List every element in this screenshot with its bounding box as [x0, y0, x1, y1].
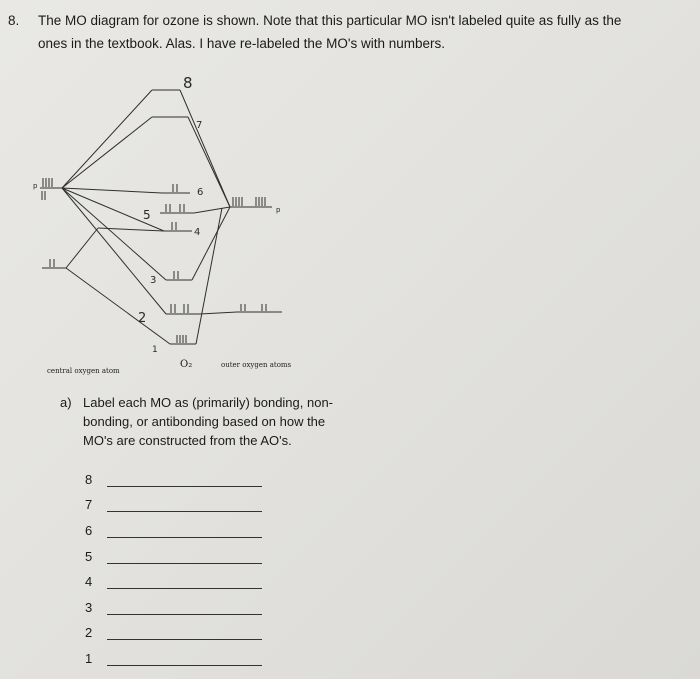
- answer-row-2: [85, 625, 275, 643]
- answer-row-1: [85, 651, 275, 669]
- answer-line[interactable]: [107, 665, 262, 666]
- answer-row-4: [85, 574, 275, 592]
- answer-line[interactable]: [107, 639, 262, 640]
- mo-label-8: 8: [183, 74, 193, 92]
- mo-label-7: 7: [196, 120, 203, 131]
- question-text-line-2: ones in the textbook. Alas. I have re-labeled the MO's with numbers.: [38, 36, 446, 51]
- answer-row-6: [85, 523, 275, 541]
- answer-row-5: [85, 549, 275, 567]
- question-text-line-1: The MO diagram for ozone is shown. Note that this particular MO isn't labeled quite as fully as the: [38, 13, 622, 28]
- answer-number: 8: [85, 472, 93, 487]
- answer-number: 5: [85, 549, 93, 564]
- mo-label-3: 3: [150, 275, 157, 286]
- answer-line[interactable]: [107, 563, 262, 564]
- answer-row-8: [85, 472, 275, 490]
- answer-number: 3: [85, 600, 93, 615]
- answer-number: 4: [85, 574, 93, 589]
- central-atom-label: central oxygen atom: [47, 367, 120, 375]
- part-a-label: a): [60, 395, 72, 410]
- mo-label-1: 1: [152, 345, 158, 355]
- outer-atoms-label: outer oxygen atoms: [221, 361, 292, 369]
- p-label-left: p: [33, 182, 38, 190]
- mo-label-4: 4: [194, 227, 201, 238]
- question-number: 8.: [8, 13, 20, 28]
- answer-number: 6: [85, 523, 93, 538]
- o2-label: O₂: [180, 359, 193, 370]
- answer-number: 2: [85, 625, 93, 640]
- part-a-text: Label each MO as (primarily) bonding, non-bonding, or antibonding based on how the MO's are constructed from the AO's.: [83, 395, 334, 448]
- answer-line[interactable]: [107, 588, 262, 589]
- answer-row-7: [85, 497, 275, 515]
- answer-line[interactable]: [107, 511, 262, 512]
- answer-number: 7: [85, 497, 93, 512]
- answer-row-3: [85, 600, 275, 618]
- mo-label-2: 2: [138, 311, 147, 326]
- p-label-right: p: [276, 206, 281, 214]
- answer-line[interactable]: [107, 486, 262, 487]
- mo-label-5: 5: [143, 208, 151, 222]
- answer-number: 1: [85, 651, 93, 666]
- mo-label-6: 6: [197, 187, 204, 198]
- answer-line[interactable]: [107, 614, 262, 615]
- answer-line[interactable]: [107, 537, 262, 538]
